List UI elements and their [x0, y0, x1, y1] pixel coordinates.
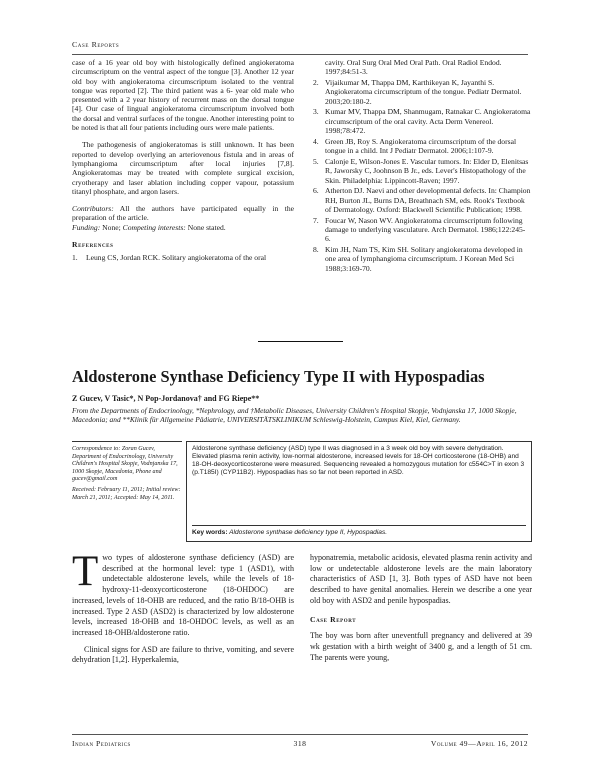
reference-number: 5.	[313, 156, 319, 166]
keywords-text: Aldosterone synthase deficiency type II, Hypospadias.	[227, 528, 388, 536]
reference-text: Calonje E, Wilson-Jones E. Vascular tumors. In: Elder D, Elenitsas R, Jaworsky C, Joohnson B Jr., eds. Lever's Histopathology of the Skin. Philadelphia: Lippincott-Raven; 1997.	[325, 156, 529, 185]
drop-cap: T	[72, 548, 99, 595]
reference-number: 6.	[313, 186, 319, 196]
header-rule	[72, 54, 528, 55]
reference-text: Green JB, Roy S. Angiokeratoma circumscriptum of the dorsal tongue in a child. Int J Pediatr Dermatol. 2006;1:107-9.	[325, 136, 517, 156]
reference-number: 7.	[313, 215, 319, 225]
reference-text: Leung CS, Jordan RCK. Solitary angiokeratoma of the oral	[86, 253, 267, 263]
prev-article-left-column	[72, 58, 294, 264]
article-title: Aldosterone Synthase Deficiency Type II with Hypospadias	[72, 367, 485, 386]
keywords-label: Key words:	[192, 528, 228, 536]
reference-text: Atherton DJ. Naevi and other developmental defects. In: Champion RH, Burton JL, Burns DA, Breathnach SM, eds. Rook's Textbook of Dermatology. Oxford: Blackwell Scientific Publication; 1998.	[325, 186, 531, 214]
prev-article-right-column	[313, 58, 531, 275]
reference-text: Vijaikumar M, Thappa DM, Karthikeyan K, Jayanthi S. Angiokeratoma circumscriptum of the tongue. Pediatr Dermatol. 2003;20:180-2.	[325, 78, 522, 106]
reference-number: 8.	[313, 245, 319, 255]
reference-list-right	[313, 58, 531, 273]
footer-rule	[72, 734, 528, 735]
reference-item	[313, 78, 531, 106]
contributors-label: Contributors:	[72, 204, 114, 214]
article-divider	[258, 341, 343, 342]
funding-label: Funding:	[72, 222, 101, 232]
abstract-box	[186, 441, 532, 542]
funding-note	[72, 223, 294, 232]
reference-item	[313, 186, 531, 214]
contributors-note	[72, 204, 294, 223]
footer-volume: Volume 49—April 16, 2012	[430, 739, 528, 748]
references-heading: References	[72, 240, 114, 250]
section-label: Case Reports	[72, 40, 120, 49]
received-dates: Received: February 11, 2011; Initial review: March 21, 2011; Accepted: May 14, 2011.	[72, 486, 181, 501]
reference-item	[313, 107, 531, 135]
reference-number: 4.	[313, 136, 319, 146]
correspondence-text: Correspondence to: Zoran Gucev, Department of Endocrinology, University Children's Hospital Skopje, Vodnjanska 17, 1000 Skopje, Macedonia, Phone and gucev@gmail.com	[72, 446, 178, 483]
reference-text: Kumar MV, Thappa DM, Shanmugam, Ratnakar C. Angiokeratoma circumscriptum of the oral cavity. Acta Derm Venereol. 1998;78:472.	[325, 107, 531, 136]
abstract-text: Aldosterone synthase deficiency (ASD) type II was diagnosed in a 3 week old boy with severe dehydration. Elevated plasma renin activity, low-normal aldosterone, increased levels for 18-OH corticosterone (18-OHB) and 18-OH-deoxycorticosterone were measured. Sequencing revealed a homozygous mutation for c554C>T in exon 3 (p.T185I) (CYP11B2). Hypospadias has so far not been reported in ASD.	[192, 445, 525, 477]
correspondence-box	[72, 441, 182, 502]
case-paragraph-1: The boy was born after uneventfull pregnancy and delivered at 39 wk gestation with a birth weight of 3400 g, and a length of 51 cm. The parents were young,	[310, 631, 532, 662]
reference-item	[72, 253, 294, 262]
reference-item	[313, 157, 531, 185]
reference-item-continued: cavity. Oral Surg Oral Med Oral Path. Oral Radiol Endod. 1997;84:51-3.	[325, 58, 502, 77]
author-list: Z Gucev, V Tasic*, N Pop-Jordanova† and FG Riepe**	[72, 394, 260, 403]
reference-number: 1.	[72, 253, 78, 263]
intro-paragraph-2: Clinical signs for ASD are failure to thrive, vomiting, and severe dehydration [1,2]. Hyperkalemia,	[72, 644, 294, 665]
reference-text: Foucar W, Nason WV. Angiokeratoma circumscriptum following damage to underlying vasculature. Arch Dermatol. 1986;122:245-6.	[325, 215, 526, 244]
reference-number: 2.	[313, 78, 319, 88]
footer-page-number: 318	[293, 739, 307, 748]
right-paragraph-1: hyponatremia, metabolic acidosis, elevated plasma renin activity and low or undetectable aldosterone levels are the main laboratory characteristics of ASD [1, 3]. Both types of ASD have not been described to have genital anomalies. Herein we describe a one year old boy with ASD2 and penile hypospadias.	[310, 553, 532, 605]
reference-item	[313, 216, 531, 244]
body-right-column	[310, 553, 532, 669]
case-report-heading: Case Report	[310, 614, 357, 624]
affiliation: From the Departments of Endocrinology, *Nephrology, and †Metabolic Diseases, University Children's Hospital Skopje, Vodnjanska 17, 1000 Skopje, Macedonia; and **Klinik für Allgemeine Pädiatrie, UNIVERSITÄTSKLINIKUM Schleswig-Holstein, Campus Kiel, Kiel, Germany.	[72, 406, 517, 425]
keywords	[192, 525, 526, 537]
body-left-column	[72, 548, 294, 672]
footer-journal: Indian Pediatrics	[72, 739, 131, 748]
reference-list-left	[72, 253, 294, 262]
competing-label: Competing interests:	[122, 222, 186, 232]
intro-paragraph-1	[72, 548, 294, 639]
competing-text: None stated.	[185, 222, 226, 232]
prev-paragraph-2: The pathogenesis of angiokeratomas is still unknown. It has been reported to develop overlying an arteriovenous fistula and in areas of lymphangioma circumscriptum after local injuries [7,8]. Angiokeratomas may be treated with complete surgical excision, cryotherapy and laser ablation including copper vapour, potassium titanyl phosphate, and argon lasers.	[72, 140, 294, 196]
prev-paragraph-1: case of a 16 year old boy with histologically defined angiokeratoma circumscriptum on the ventral aspect of the tongue [3]. Another 12 year old boy with angiokeratoma circumscriptum isolated to the ventral tongue was reported [2]. The third patient was a 6- year old male who presented with a 2 year history of recurrent mass on the dorsal tongue [4]. Our case of lingual angiokeratoma circumscriptum involved both the dorsal and ventral surfaces of the tongue. Another interesting point to be noted is that all four patients including ours were male patients.	[72, 58, 294, 133]
reference-item	[313, 245, 531, 273]
reference-item	[313, 137, 531, 156]
reference-number: 3.	[313, 107, 319, 117]
intro-paragraph-1-text: wo types of aldosterone synthase deficiency (ASD) are described at the hormonal level: type 1 (ASD1), with undetectable aldosterone levels, while the levels of 18-hydroxy-11-deoxycorticosterone (18-OHDOC) are increased, levels of 18-OHB are reduced, and the ratio B/18-OHB is increased. Type 2 ASD (ASD2) is characterized by low aldosterone levels, increased 18-OHB and 18-OHDOC levels, as well as an increased 18-OHB/aldosterone ratio.	[72, 553, 294, 637]
funding-text: None;	[100, 222, 123, 232]
reference-text: Kim JH, Nam TS, Kim SH. Solitary angiokeratoma developed in one area of lymphangioma circumscriptum. J Korean Med Sci 1988;3:169-70.	[325, 245, 523, 273]
contributors-text: All the authors have participated equally in the preparation of the article.	[72, 204, 294, 223]
